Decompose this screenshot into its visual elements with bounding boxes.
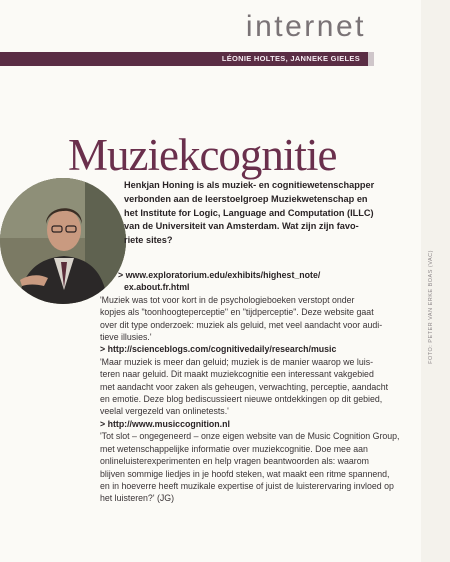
intro-line: van de Universiteit van Amsterdam. Wat zijn zijn favo- [124,221,359,232]
paragraph-line: met aandacht voor zaken als geheugen, verwachting, perceptie, aandacht [100,381,389,392]
paragraph-line: 'Tot slot – ongegeneerd – onze eigen website van de Music Cognition Group, [100,431,400,442]
author-names: LÉONIE HOLTES, JANNEKE GIELES [221,54,360,63]
link-exploratorium[interactable]: > www.exploratorium.edu/exhibits/highest_note/ [118,270,321,280]
paragraph-line: en in hoeverre heeft muzikale expertise of juist de luisterervaring invloed op [100,480,394,491]
paragraph-line: blijven sommige liedjes in je hoofd steken, wat maakt een ritme spannend, [100,468,390,479]
paragraph-line: en emotie. Deze blog bediscussieert nieuwe ontdekkingen op dit gebied, [100,394,383,405]
paragraph-line: teren naar geluid. Dit maakt muziekcognitie een interessant vakgebied [100,369,374,380]
paragraph-line: met wetenschappelijke informatie over muziekcognitie. Doe mee aan [100,443,368,454]
paragraph-line: onlineluisterexperimenten en help vragen beantwoorden als: waarom [100,456,369,467]
paragraph-line: het luisteren?' (JG) [100,493,175,504]
intro-line: het Institute for Logic, Language and Computation (ILLC) [124,207,374,218]
paragraph-line: 'Muziek was tot voor kort in de psychologieboeken verstopt onder [100,294,355,305]
paragraph-line: kopjes als "toonhoogteperceptie" en "tijdperceptie". Deze website gaat [100,307,374,318]
article-headline: Muziekcognitie [68,130,337,180]
paragraph-exploratorium [100,294,410,344]
paragraph-line: tieve illusies.' [100,332,152,343]
link-exploratorium-cont[interactable]: ex.about.fr.html [124,282,190,293]
paragraph-line: veelal vergezeld van onlinetests.' [100,406,229,417]
section-title: internet [245,10,366,43]
page-margin [421,0,450,562]
author-bar-accent [368,52,374,66]
paragraph-line: 'Maar muziek is meer dan geluid; muziek is de manier waarop we luis- [100,356,374,367]
intro-line: riete sites? [124,235,173,246]
author-bar [0,52,368,66]
intro-line: Henkjan Honing is als muziek- en cognitiewetenschapper [124,180,375,190]
link-musiccognition[interactable]: > http://www.musiccognition.nl [100,418,230,429]
paragraph-musiccognition [100,430,410,504]
article-body [68,269,410,505]
paragraph-line: over dit type onderzoek: muziek als geluid, met veel aandacht voor audi- [100,319,383,330]
intro-line: verbonden aan de leerstoelgroep Muziekwetenschap en [124,193,368,204]
paragraph-scienceblogs [100,356,410,418]
link-scienceblogs[interactable]: > http://scienceblogs.com/cognitivedaily/research/music [100,344,337,355]
photo-credit: FOTO: PETER VAN ERKE BOAS (VAC) [428,250,434,364]
article-intro [124,179,410,248]
